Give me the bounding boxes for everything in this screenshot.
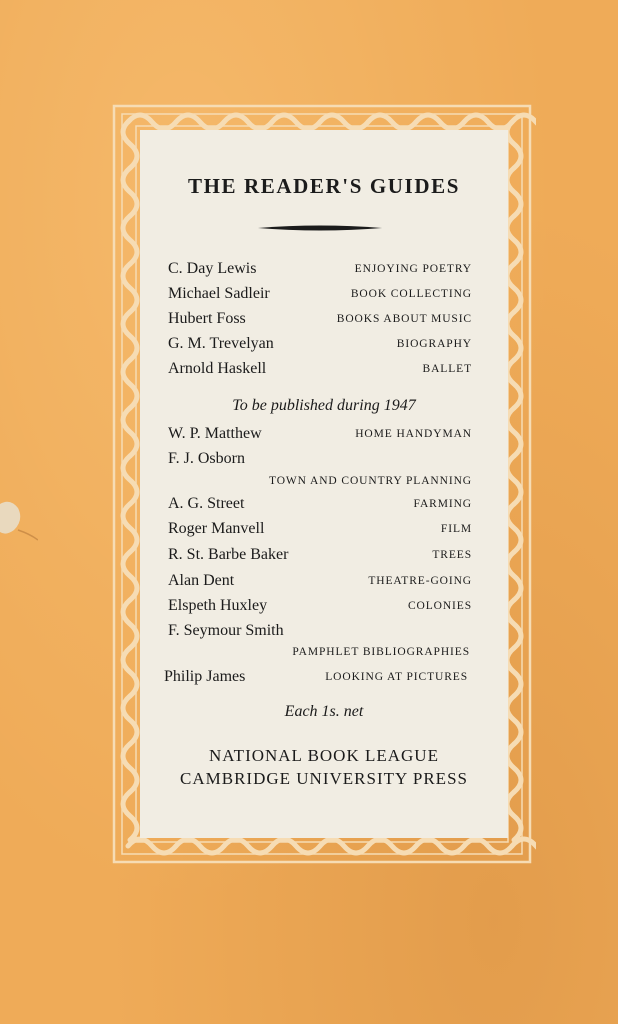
guide-author: Hubert Foss: [168, 310, 246, 327]
forthcoming-author: R. St. Barbe Baker: [168, 546, 289, 563]
guide-subject: BOOKS ABOUT MUSIC: [336, 313, 472, 325]
forthcoming-row: [168, 495, 472, 517]
guide-row: [168, 285, 472, 307]
forthcoming-row: [168, 450, 472, 472]
forthcoming-subject: LOOKING AT PICTURES: [325, 671, 468, 683]
forthcoming-author: Elspeth Huxley: [168, 597, 268, 614]
guide-row: [168, 335, 472, 357]
forthcoming-author: Alan Dent: [168, 572, 235, 589]
forthcoming-row: [168, 425, 472, 447]
forthcoming-author: W. P. Matthew: [168, 425, 262, 442]
guide-subject: BALLET: [422, 363, 472, 375]
forthcoming-subject: HOME HANDYMAN: [355, 428, 472, 440]
forthcoming-subject: TREES: [432, 549, 472, 561]
torn-edge-mark: [0, 490, 38, 550]
guide-author: C. Day Lewis: [168, 260, 257, 277]
guide-subject: ENJOYING POETRY: [354, 263, 472, 275]
forthcoming-subject: COLONIES: [407, 600, 472, 612]
forthcoming-row: [164, 668, 468, 690]
title-rule: [258, 224, 382, 232]
forthcoming-author: Roger Manvell: [168, 520, 265, 537]
forthcoming-author: F. J. Osborn: [168, 450, 245, 467]
guide-subject: BIOGRAPHY: [396, 338, 472, 350]
guide-row: [168, 360, 472, 382]
guide-subject: BOOK COLLECTING: [350, 288, 472, 300]
forthcoming-row: [168, 546, 472, 568]
forthcoming-author: F. Seymour Smith: [168, 622, 284, 639]
publisher-line: CAMBRIDGE UNIVERSITY PRESS: [180, 769, 468, 788]
forthcoming-author: Philip James: [164, 668, 246, 685]
forthcoming-heading: To be published during 1947: [232, 397, 416, 414]
guide-author: Michael Sadleir: [168, 285, 270, 302]
forthcoming-row: [168, 572, 472, 594]
forthcoming-subject: THEATRE-GOING: [368, 575, 472, 587]
forthcoming-subject: TOWN AND COUNTRY PLANNING: [269, 475, 472, 487]
forthcoming-row: [168, 520, 472, 542]
forthcoming-subject: FILM: [440, 523, 472, 535]
publisher-line: NATIONAL BOOK LEAGUE: [209, 746, 439, 765]
forthcoming-author: A. G. Street: [168, 495, 245, 512]
guide-row: [168, 310, 472, 332]
price-note: Each 1s. net: [284, 703, 364, 720]
page-title: THE READER'S GUIDES: [188, 174, 460, 198]
forthcoming-row: [168, 622, 472, 644]
forthcoming-subject: PAMPHLET BIBLIOGRAPHIES: [292, 646, 470, 658]
forthcoming-subject: FARMING: [413, 498, 472, 510]
guide-row: [168, 260, 472, 282]
forthcoming-row: [168, 597, 472, 619]
guide-author: G. M. Trevelyan: [168, 335, 274, 352]
guide-author: Arnold Haskell: [168, 360, 267, 377]
